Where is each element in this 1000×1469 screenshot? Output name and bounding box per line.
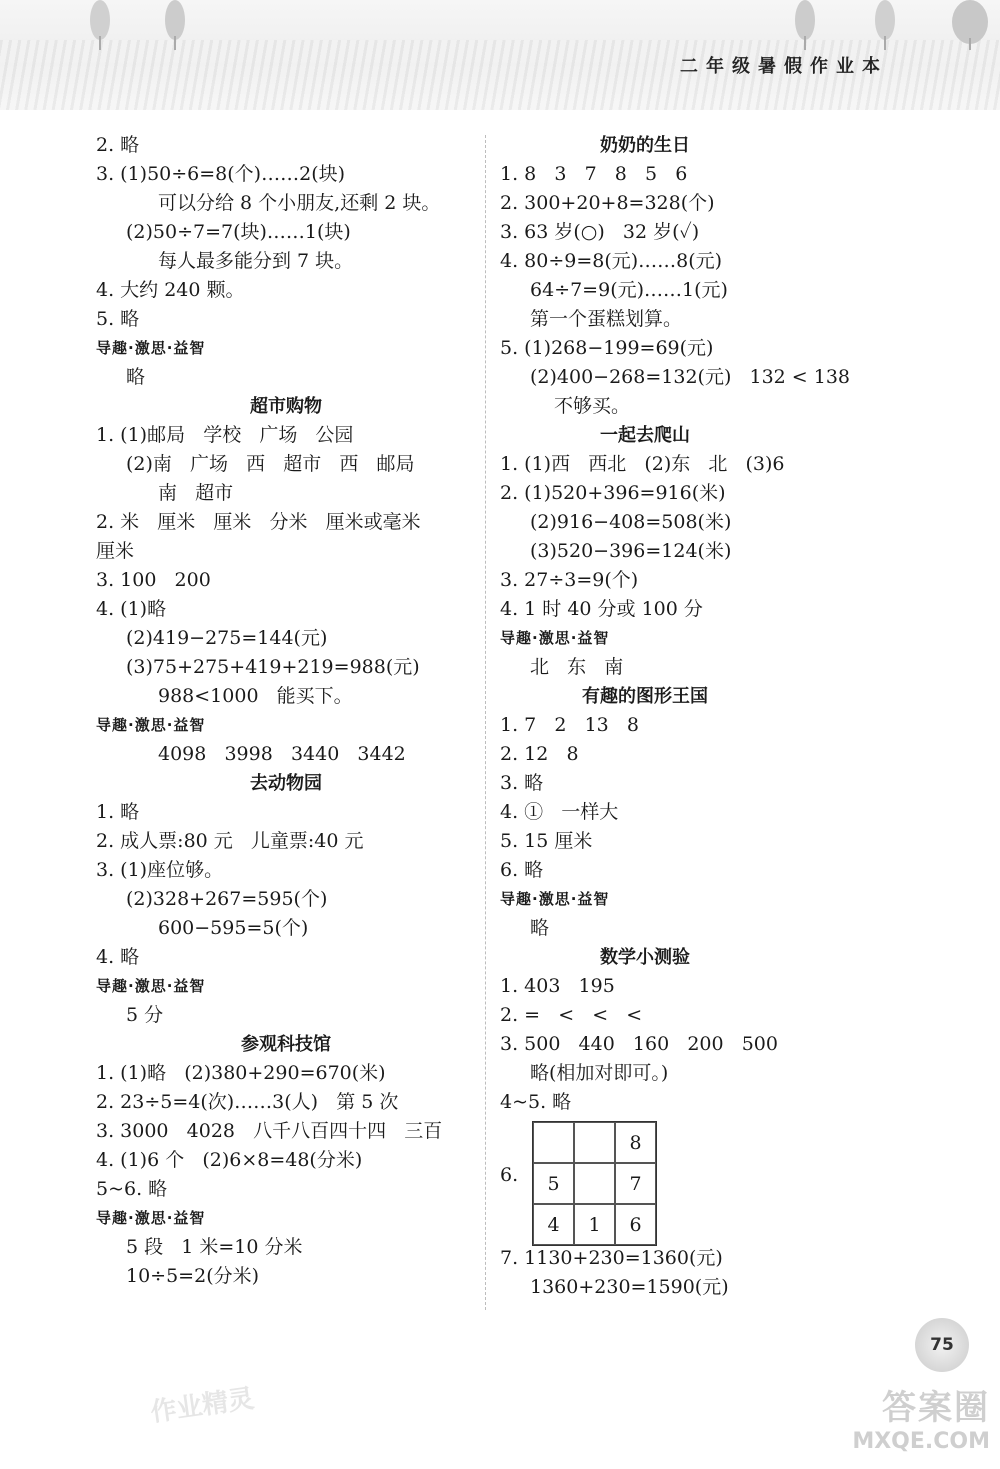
answer-line: 1. (1)西 西北 (2)东 北 (3)6 — [500, 453, 785, 475]
tree-icon — [785, 0, 825, 50]
bonus-heading: 导趣·激思·益智 — [96, 1209, 206, 1227]
answer-line: 3. 3000 4028 八千八百四十四 三百 — [96, 1120, 443, 1142]
grid-cell: 6 — [615, 1204, 656, 1245]
watermark-main: 答案圈 — [882, 1388, 990, 1428]
answer-line: 3. 27÷3=9(个) — [500, 569, 639, 591]
answer-line: 3. 500 440 160 200 500 — [500, 1033, 778, 1055]
answer-line: 2. 300+20+8=328(个) — [500, 192, 715, 214]
tree-icon — [945, 0, 995, 50]
answer-line: 4. 大约 240 颗。 — [96, 279, 245, 301]
answer-line: (2)400−268=132(元) 132 < 138 — [530, 366, 851, 388]
grid-cell: 7 — [615, 1163, 656, 1204]
answer-line: 厘米 — [96, 540, 135, 562]
answer-line: 600−595=5(个) — [158, 917, 309, 939]
right-column-lower — [500, 1244, 790, 1302]
answer-line: 5. (1)268−199=69(元) — [500, 337, 714, 359]
bonus-heading: 导趣·激思·益智 — [96, 977, 206, 995]
answer-line: (3)75+275+419+219=988(元) — [126, 656, 420, 678]
answer-line: 1. 略 — [96, 801, 140, 823]
page-header — [0, 0, 1000, 110]
bonus-heading: 导趣·激思·益智 — [96, 716, 206, 734]
site-watermark — [800, 1380, 990, 1465]
answer-line: 5~6. 略 — [96, 1178, 168, 1200]
answer-line: 不够买。 — [554, 395, 631, 417]
answer-line: (3)520−396=124(米) — [530, 540, 732, 562]
section-title: 有趣的图形王国 — [582, 686, 708, 707]
answer-line: 3. (1)50÷6=8(个)……2(块) — [96, 163, 346, 185]
grid-cell: 5 — [533, 1163, 574, 1204]
book-title: 二年级暑假作业本 — [680, 56, 888, 77]
section-title: 参观科技馆 — [241, 1034, 331, 1055]
answer-line: 略(相加对即可。) — [530, 1062, 669, 1084]
answer-line: 2. (1)520+396=916(米) — [500, 482, 726, 504]
answer-line: 3. 100 200 — [96, 569, 211, 591]
grid-cell: 4 — [533, 1204, 574, 1245]
number-grid — [532, 1121, 657, 1246]
answer-line: 3. (1)座位够。 — [96, 859, 224, 881]
grid-cell — [574, 1163, 615, 1204]
answer-line: (2)916−408=508(米) — [530, 511, 732, 533]
answer-line: 北 东 南 — [530, 656, 624, 678]
page-number: 75 — [915, 1318, 969, 1372]
right-column-upper — [500, 131, 851, 1117]
answer-line: (2)328+267=595(个) — [126, 888, 328, 910]
answer-line: 64÷7=9(元)……1(元) — [530, 279, 728, 301]
column-divider — [485, 135, 486, 1310]
grid-question-label: 6. — [500, 1164, 519, 1186]
answer-line: 5 分 — [126, 1004, 164, 1026]
answer-line: 4098 3998 3440 3442 — [158, 743, 406, 765]
answer-line: 1. 403 195 — [500, 975, 615, 997]
answer-line: 4. (1)略 — [96, 598, 167, 620]
answer-line: 5. 略 — [96, 308, 140, 330]
answer-line: 7. 1130+230=1360(元) — [500, 1247, 723, 1269]
answer-line: 988<1000 能买下。 — [158, 685, 353, 707]
grid-question — [500, 1117, 790, 1244]
answer-line: 3. 63 岁(○) 32 岁(✓) — [500, 221, 700, 243]
tree-icon — [865, 0, 905, 50]
answer-line: 1. (1)邮局 学校 广场 公园 — [96, 424, 354, 446]
section-title: 一起去爬山 — [600, 425, 690, 446]
answer-line: 4. 略 — [96, 946, 140, 968]
bonus-heading: 导趣·激思·益智 — [500, 629, 610, 647]
answer-line: 4. ① 一样大 — [500, 801, 619, 823]
bonus-heading: 导趣·激思·益智 — [96, 339, 206, 357]
answer-line: 4~5. 略 — [500, 1091, 572, 1113]
answer-line: 1360+230=1590(元) — [530, 1276, 729, 1298]
answer-line: 1. 8 3 7 8 5 6 — [500, 163, 688, 185]
grid-cell: 8 — [615, 1122, 656, 1163]
grid-cell — [574, 1122, 615, 1163]
right-column — [500, 131, 851, 1302]
answer-line: 5 段 1 米=10 分米 — [126, 1236, 303, 1258]
answer-line: 可以分给 8 个小朋友,还剩 2 块。 — [158, 192, 441, 214]
answer-line: 略 — [126, 366, 146, 388]
section-title: 奶奶的生日 — [600, 135, 690, 156]
grid-cell: 1 — [574, 1204, 615, 1245]
answer-line: 1. 7 2 13 8 — [500, 714, 639, 736]
answer-line: 2. = < < < — [500, 1004, 643, 1026]
answer-line: (2)419−275=144(元) — [126, 627, 328, 649]
answer-line: 第一个蛋糕划算。 — [530, 308, 683, 330]
answer-line: 1. (1)略 (2)380+290=670(米) — [96, 1062, 386, 1084]
left-column — [96, 131, 476, 1291]
answer-line: 4. 80÷9=8(元)……8(元) — [500, 250, 723, 272]
answer-line: 4. 1 时 40 分或 100 分 — [500, 598, 703, 620]
answer-line: 3. 略 — [500, 772, 544, 794]
section-title: 数学小测验 — [600, 947, 690, 968]
tree-icon — [155, 0, 195, 50]
answer-line: 略 — [530, 917, 550, 939]
answer-line: 5. 15 厘米 — [500, 830, 593, 852]
answer-line: (2)50÷7=7(块)……1(块) — [126, 221, 351, 243]
answer-line: 2. 米 厘米 厘米 分米 厘米或毫米 — [96, 511, 421, 533]
answer-line: 2. 成人票:80 元 儿童票:40 元 — [96, 830, 364, 852]
answer-line: (2)南 广场 西 超市 西 邮局 — [126, 453, 415, 475]
grid-cell — [533, 1122, 574, 1163]
answer-line: 南 超市 — [158, 482, 234, 504]
answer-line: 每人最多能分到 7 块。 — [158, 250, 354, 272]
answer-line: 6. 略 — [500, 859, 544, 881]
answer-line: 2. 23÷5=4(次)……3(人) 第 5 次 — [96, 1091, 399, 1113]
tree-icon — [80, 0, 120, 50]
stamp-watermark: 作业精灵 — [148, 1383, 256, 1429]
bonus-heading: 导趣·激思·益智 — [500, 890, 610, 908]
answer-line: 10÷5=2(分米) — [126, 1265, 260, 1287]
section-title: 超市购物 — [250, 396, 322, 417]
answer-line: 4. (1)6 个 (2)6×8=48(分米) — [96, 1149, 363, 1171]
answer-line: 2. 略 — [96, 134, 140, 156]
answer-line: 2. 12 8 — [500, 743, 579, 765]
watermark-url: MXQE.COM — [852, 1429, 990, 1454]
section-title: 去动物园 — [250, 773, 322, 794]
